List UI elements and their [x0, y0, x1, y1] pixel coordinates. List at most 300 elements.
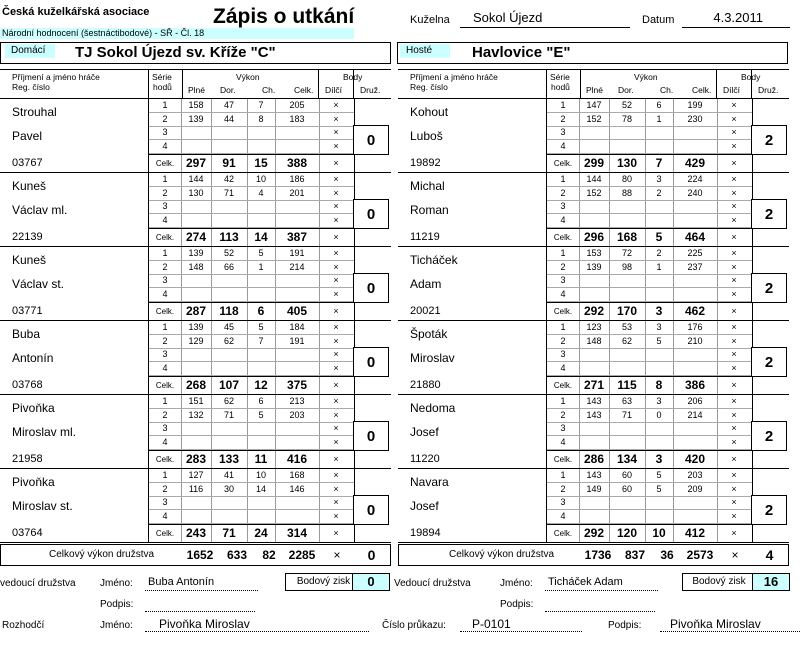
series-plne: 139 — [586, 261, 602, 272]
away-sum-plne: 1736 — [584, 548, 612, 562]
series-row — [149, 288, 354, 302]
series-plne: 127 — [188, 470, 204, 480]
col-dilci-label: Dílčí — [723, 85, 740, 95]
series-row — [547, 335, 752, 349]
series-ch: 5 — [258, 248, 264, 258]
series-plne: 153 — [586, 248, 602, 258]
card-number: P-0101 — [460, 617, 582, 632]
player-reg-number: 03768 — [12, 379, 43, 391]
dilci-mark: × — [731, 497, 737, 508]
dilci-mark: × — [333, 187, 339, 198]
away-sum-pts: 4 — [765, 547, 774, 563]
series-dor: 41 — [223, 470, 234, 480]
away-leader-jmeno-label: Jméno: — [500, 578, 533, 589]
dilci-mark: × — [731, 127, 737, 138]
player-reg-number: 19892 — [410, 157, 441, 169]
series-plne: 158 — [188, 100, 204, 110]
series-dor: 45 — [223, 322, 234, 332]
home-sum-ch: 82 — [262, 548, 276, 562]
player-surname: Michal — [410, 179, 445, 193]
series-dor: 66 — [223, 261, 234, 272]
venue-label: Kuželna — [410, 14, 450, 26]
player-reg-number: 03767 — [12, 157, 43, 169]
player-surname: Pivoňka — [12, 475, 55, 489]
series-celk: 206 — [687, 396, 703, 406]
total-dilci-mark: × — [731, 454, 737, 464]
away-bodovy-label: Bodový zisk — [682, 573, 756, 591]
series-row — [547, 436, 752, 450]
referee-jmeno-label: Jméno: — [100, 620, 133, 631]
total-label: Celk. — [553, 159, 573, 168]
series-number: 2 — [162, 409, 168, 420]
away-leader-name: Ticháček Adam — [545, 576, 658, 591]
dilci-mark: × — [731, 248, 737, 258]
series-row — [547, 288, 752, 302]
series-dor: 63 — [621, 396, 632, 406]
series-number: 1 — [560, 248, 566, 258]
col-ch-label: Ch. — [262, 85, 276, 95]
away-sum-ch: 36 — [660, 548, 674, 562]
dilci-mark: × — [731, 275, 737, 286]
series-row — [149, 274, 354, 288]
series-number: 2 — [162, 261, 168, 272]
home-team-name: TJ Sokol Újezd sv. Kříže "C" — [75, 44, 276, 61]
dilci-mark: × — [731, 261, 737, 272]
total-label: Celk. — [553, 381, 573, 390]
referee-label: Rozhodčí — [2, 620, 45, 631]
score-grid — [546, 321, 753, 394]
series-celk: 240 — [687, 187, 703, 198]
total-celk: 405 — [286, 304, 308, 318]
dilci-mark: × — [731, 437, 737, 448]
total-plne: 274 — [185, 230, 207, 244]
col-celk-label: Celk. — [294, 85, 314, 95]
series-celk: 186 — [289, 174, 305, 184]
series-plne: 143 — [586, 470, 602, 480]
total-ch: 7 — [655, 156, 663, 170]
series-row — [547, 510, 752, 524]
series-dor: 62 — [223, 335, 234, 346]
home-sum-x: × — [333, 548, 341, 562]
score-grid — [546, 173, 753, 246]
series-celk: 209 — [687, 483, 703, 494]
player-firstname: Václav st. — [12, 277, 65, 291]
series-ch: 5 — [258, 409, 264, 420]
dilci-mark: × — [333, 113, 339, 124]
series-number: 1 — [162, 100, 168, 110]
col-dor-label: Dor. — [220, 85, 236, 95]
series-number: 3 — [162, 497, 168, 508]
series-ch: 3 — [656, 396, 662, 406]
series-number: 4 — [560, 289, 566, 300]
player-firstname: Antonín — [12, 351, 54, 365]
away-leader-signature[interactable] — [545, 597, 655, 612]
series-number: 4 — [162, 511, 168, 522]
player-total-row — [149, 228, 354, 247]
series-celk: 237 — [687, 261, 703, 272]
series-row — [149, 126, 354, 140]
dilci-mark: × — [333, 275, 339, 286]
total-label: Celk. — [155, 455, 175, 464]
col-vykon-label: Výkon — [634, 72, 658, 82]
series-celk: 230 — [687, 113, 703, 124]
series-number: 4 — [560, 363, 566, 374]
series-celk: 184 — [289, 322, 305, 332]
series-dor: 72 — [621, 248, 632, 258]
col-ch-label: Ch. — [660, 85, 674, 95]
player-total-row — [547, 450, 752, 469]
series-ch: 2 — [656, 248, 662, 258]
total-celk: 429 — [684, 156, 706, 170]
series-row — [149, 409, 354, 423]
home-leader-signature[interactable] — [145, 597, 255, 612]
series-number: 3 — [560, 497, 566, 508]
series-plne: 130 — [188, 187, 204, 198]
player-points: 2 — [751, 347, 787, 377]
total-dor: 134 — [616, 452, 638, 466]
series-celk: 210 — [687, 335, 703, 346]
series-row — [547, 348, 752, 362]
series-number: 3 — [560, 349, 566, 360]
player-block — [398, 247, 789, 321]
series-ch: 5 — [656, 483, 662, 494]
player-points: 2 — [751, 125, 787, 155]
total-label: Celk. — [155, 159, 175, 168]
series-number: 4 — [162, 437, 168, 448]
player-firstname: Miroslav ml. — [12, 425, 77, 439]
series-number: 4 — [162, 215, 168, 226]
total-ch: 5 — [655, 230, 663, 244]
series-row — [149, 510, 354, 524]
series-row — [149, 483, 354, 497]
series-ch: 0 — [656, 409, 662, 420]
col-series2-label: hodů — [153, 82, 172, 92]
player-surname: Kuneš — [12, 179, 47, 193]
player-surname: Strouhal — [12, 105, 57, 119]
series-row — [149, 335, 354, 349]
series-ch: 3 — [656, 174, 662, 184]
total-dilci-mark: × — [333, 232, 339, 242]
player-points: 0 — [353, 421, 389, 451]
score-grid — [546, 395, 753, 468]
series-celk: 199 — [687, 100, 703, 110]
away-team-box — [397, 42, 788, 64]
series-dor: 44 — [223, 113, 234, 124]
col-divider — [353, 70, 354, 98]
dilci-mark: × — [333, 127, 339, 138]
series-row — [149, 469, 354, 483]
series-number: 2 — [162, 335, 168, 346]
total-ch: 3 — [655, 304, 663, 318]
col-reg-label: Reg. číslo — [12, 82, 50, 92]
away-leader-label: Vedoucí družstva — [394, 578, 471, 589]
series-row — [547, 261, 752, 275]
total-celk: 420 — [684, 452, 706, 466]
series-row — [149, 362, 354, 376]
series-plne: 132 — [188, 409, 204, 420]
player-block — [0, 173, 391, 247]
series-plne: 139 — [188, 113, 204, 124]
away-leader-podpis-label: Podpis: — [500, 599, 534, 610]
total-celk: 387 — [286, 230, 308, 244]
score-grid — [148, 247, 355, 320]
series-ch: 3 — [656, 322, 662, 332]
series-row — [547, 274, 752, 288]
series-plne: 152 — [586, 187, 602, 198]
player-firstname: Josef — [410, 499, 439, 513]
dilci-mark: × — [333, 511, 339, 522]
dilci-mark: × — [731, 113, 737, 124]
player-reg-number: 03771 — [12, 305, 43, 317]
total-plne: 299 — [583, 156, 605, 170]
total-label: Celk. — [155, 381, 175, 390]
series-number: 2 — [560, 261, 566, 272]
series-dor: 71 — [621, 409, 632, 420]
total-dor: 115 — [617, 378, 637, 392]
series-dor: 30 — [223, 483, 234, 494]
total-dor: 113 — [219, 230, 239, 244]
col-player-label: Příjmení a jméno hráče — [410, 72, 498, 82]
col-druz-label: Druž. — [758, 85, 779, 95]
total-dor: 91 — [222, 156, 236, 170]
series-ch: 6 — [258, 396, 264, 406]
home-bodovy-value: 0 — [352, 573, 390, 591]
series-plne: 116 — [188, 483, 204, 494]
total-celk: 464 — [684, 230, 706, 244]
total-plne: 287 — [185, 304, 207, 318]
player-firstname: Adam — [410, 277, 442, 291]
player-block — [0, 99, 391, 173]
player-reg-number: 22139 — [12, 231, 43, 243]
player-reg-number: 21880 — [410, 379, 441, 391]
series-celk: 224 — [687, 174, 703, 184]
series-dor: 88 — [621, 187, 632, 198]
referee-signature: Pivoňka Miroslav — [660, 617, 800, 632]
series-number: 2 — [162, 483, 168, 494]
total-dilci-mark: × — [333, 306, 339, 316]
player-block — [398, 469, 789, 543]
series-plne: 143 — [586, 409, 602, 420]
player-total-row — [547, 228, 752, 247]
series-number: 2 — [560, 483, 566, 494]
col-divider — [546, 70, 547, 98]
series-number: 4 — [560, 511, 566, 522]
series-number: 2 — [560, 335, 566, 346]
dilci-mark: × — [731, 174, 737, 184]
dilci-mark: × — [333, 349, 339, 360]
series-row — [547, 422, 752, 436]
dilci-mark: × — [333, 335, 339, 346]
series-number: 3 — [560, 201, 566, 212]
series-plne: 149 — [586, 483, 602, 494]
series-number: 3 — [560, 127, 566, 138]
score-grid — [148, 99, 355, 172]
dilci-mark: × — [731, 363, 737, 374]
dilci-mark: × — [333, 497, 339, 508]
dilci-mark: × — [333, 437, 339, 448]
series-ch: 5 — [258, 322, 264, 332]
series-row — [149, 113, 354, 127]
total-label: Celk. — [155, 307, 175, 316]
player-total-row — [547, 524, 752, 543]
series-number: 2 — [560, 113, 566, 124]
dilci-mark: × — [333, 201, 339, 212]
player-points: 0 — [353, 125, 389, 155]
series-dor: 80 — [621, 174, 632, 184]
column-header — [0, 69, 391, 99]
page-title: Zápis o utkání — [213, 5, 355, 28]
total-dor: 107 — [218, 378, 240, 392]
series-plne: 123 — [586, 322, 602, 332]
series-row — [547, 469, 752, 483]
player-surname: Buba — [12, 327, 41, 341]
series-celk: 225 — [687, 248, 703, 258]
series-row — [547, 113, 752, 127]
series-dor: 60 — [621, 470, 632, 480]
referee-name: Pivoňka Miroslav — [145, 617, 369, 632]
series-number: 2 — [162, 187, 168, 198]
series-celk: 201 — [289, 187, 305, 198]
series-celk: 205 — [289, 100, 305, 110]
player-surname: Kohout — [410, 105, 449, 119]
series-dor: 78 — [621, 113, 632, 124]
player-total-row — [149, 154, 354, 173]
series-plne: 144 — [586, 174, 602, 184]
dilci-mark: × — [731, 483, 737, 494]
total-celk: 386 — [684, 378, 706, 392]
score-grid — [546, 99, 753, 172]
away-team-name: Havlovice "E" — [472, 44, 571, 61]
player-total-row — [149, 450, 354, 469]
series-dor: 62 — [621, 335, 632, 346]
card-number-label: Číslo průkazu: — [382, 620, 446, 631]
player-block — [398, 321, 789, 395]
dilci-mark: × — [333, 423, 339, 434]
series-number: 4 — [560, 215, 566, 226]
series-number: 1 — [162, 174, 168, 184]
dilci-mark: × — [333, 261, 339, 272]
home-sum-dor: 633 — [226, 548, 248, 562]
col-divider — [318, 70, 319, 98]
total-ch: 6 — [257, 304, 265, 318]
dilci-mark: × — [731, 141, 737, 152]
player-points: 0 — [353, 199, 389, 229]
series-row — [149, 214, 354, 228]
total-ch: 11 — [254, 452, 268, 466]
series-celk: 203 — [289, 409, 305, 420]
dilci-mark: × — [333, 248, 339, 258]
home-bodovy-label: Bodový zisk — [285, 573, 362, 591]
col-body-label: Body — [741, 72, 761, 82]
dilci-mark: × — [731, 511, 737, 522]
total-label: Celk. — [553, 233, 573, 242]
series-row — [149, 200, 354, 214]
score-grid — [546, 469, 753, 542]
total-dilci-mark: × — [731, 232, 737, 242]
series-dor: 47 — [223, 100, 234, 110]
series-dor: 53 — [621, 322, 632, 332]
player-surname: Pivoňka — [12, 401, 55, 415]
home-sum-plne: 1652 — [186, 548, 214, 562]
away-summary-row — [398, 544, 789, 566]
series-row — [149, 436, 354, 450]
series-row — [547, 126, 752, 140]
series-plne: 144 — [188, 174, 204, 184]
series-celk: 146 — [289, 483, 305, 494]
series-row — [149, 348, 354, 362]
series-number: 1 — [162, 248, 168, 258]
col-series-label: Série — [152, 72, 172, 82]
player-block — [398, 173, 789, 247]
dilci-mark: × — [333, 322, 339, 332]
series-ch: 2 — [656, 187, 662, 198]
dilci-mark: × — [333, 470, 339, 480]
total-dor: 71 — [222, 526, 236, 540]
score-grid — [148, 321, 355, 394]
player-points: 0 — [353, 495, 389, 525]
total-ch: 15 — [254, 156, 268, 170]
col-series-label: Série — [550, 72, 570, 82]
col-divider — [148, 70, 149, 98]
col-divider — [580, 70, 581, 98]
series-dor: 60 — [621, 483, 632, 494]
series-row — [149, 187, 354, 201]
player-surname: Navara — [410, 475, 449, 489]
series-celk: 191 — [289, 248, 305, 258]
player-firstname: Roman — [410, 203, 449, 217]
series-row — [547, 496, 752, 510]
col-divider — [182, 70, 183, 98]
col-plne-label: Plné — [188, 85, 206, 95]
player-reg-number: 03764 — [12, 527, 43, 539]
series-row — [547, 173, 752, 187]
total-ch: 3 — [655, 452, 663, 466]
total-ch: 8 — [655, 378, 663, 392]
series-plne: 143 — [586, 396, 602, 406]
series-celk: 214 — [687, 409, 703, 420]
total-dilci-mark: × — [731, 158, 737, 168]
dilci-mark: × — [333, 215, 339, 226]
series-number: 3 — [162, 127, 168, 138]
dilci-mark: × — [731, 100, 737, 110]
series-number: 4 — [162, 141, 168, 152]
series-number: 2 — [560, 187, 566, 198]
col-player-label: Příjmení a jméno hráče — [12, 72, 100, 82]
player-reg-number: 11220 — [410, 453, 440, 465]
series-ch: 4 — [258, 187, 264, 198]
series-plne: 148 — [586, 335, 602, 346]
series-plne: 148 — [188, 261, 204, 272]
away-summary-label: Celkový výkon družstva — [449, 549, 555, 560]
dilci-mark: × — [333, 396, 339, 406]
series-dor: 71 — [223, 409, 234, 420]
total-plne: 292 — [583, 526, 605, 540]
home-team-table — [0, 69, 391, 543]
series-number: 3 — [162, 275, 168, 286]
series-ch: 1 — [656, 261, 662, 272]
venue-field: Sokol Újezd — [460, 10, 630, 28]
series-dor: 42 — [223, 174, 234, 184]
player-block — [0, 247, 391, 321]
dilci-mark: × — [731, 349, 737, 360]
series-number: 3 — [162, 201, 168, 212]
total-celk: 388 — [286, 156, 308, 170]
total-ch: 10 — [652, 526, 666, 540]
series-number: 3 — [560, 423, 566, 434]
series-number: 2 — [560, 409, 566, 420]
series-row — [547, 321, 752, 335]
dilci-mark: × — [333, 483, 339, 494]
